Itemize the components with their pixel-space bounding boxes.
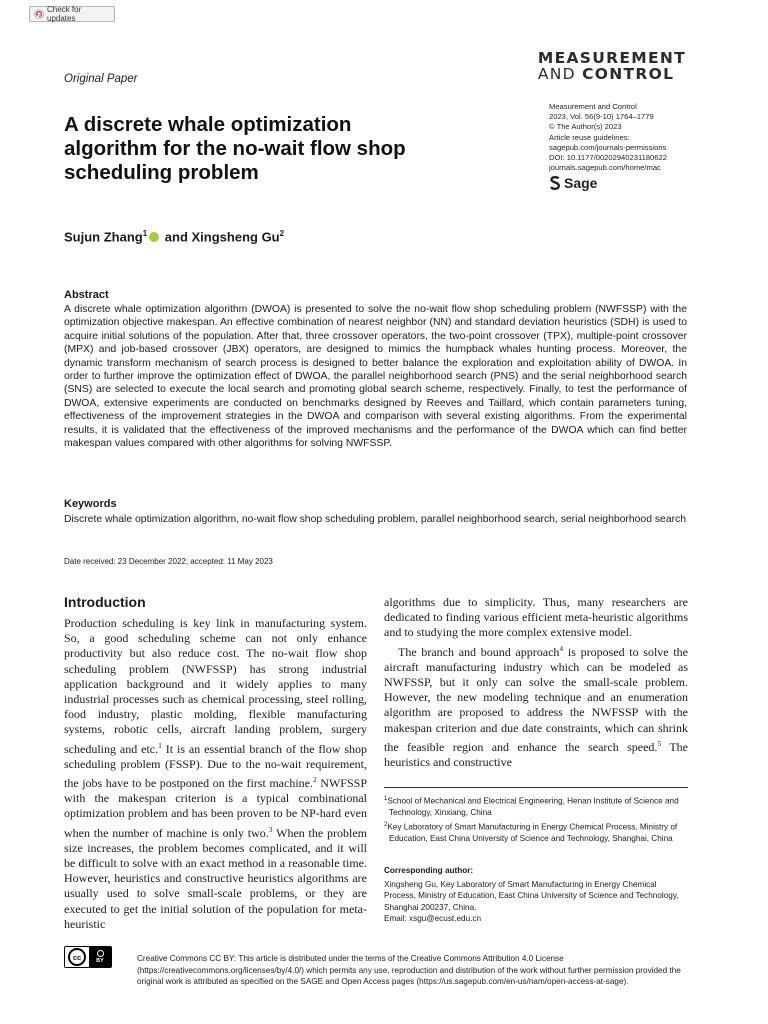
- body-text: The branch and bound approach: [398, 644, 560, 659]
- by-label: BY: [96, 958, 104, 964]
- affiliation-item: [384, 794, 690, 818]
- corresponding-author-email[interactable]: Email: xsgu@ecust.edu.cn: [384, 914, 482, 924]
- body-text: NWFSSP with the makespan criterion is a typical combinational optimization problem and has been proven to be NP-hard even when the number of machine is only two.: [64, 776, 367, 840]
- citation-ref[interactable]: 1: [158, 740, 162, 750]
- orcid-icon[interactable]: [149, 232, 159, 242]
- affiliation-text: School of Mechanical and Electrical Engineering, Henan Institute of Science and Technology, Xinxiang, China: [387, 796, 679, 817]
- affiliations: [384, 794, 690, 846]
- author-name: Xingsheng Gu: [191, 229, 280, 245]
- body-text: The heuristics and constructive: [384, 739, 688, 770]
- citation-ref[interactable]: 4: [559, 643, 564, 653]
- body-text: is proposed to solve the aircraft manufacturing industry which can be modeled as NWFSSP, but it only can solve the small-scale problem. However, the new modeling technique and an enumeration algorithm are proposed to address the NWFSSP with the makespan criterion and due date constraints, which can shrink the feasible region and enhance the search speed.: [384, 644, 688, 754]
- journal-logo: [538, 50, 686, 82]
- author-affil-ref: 2: [279, 229, 285, 238]
- body-text: It is an essential branch of the flow shop scheduling problem (FSSP). Due to the no-wait requirement, the jobs have to be postponed on the first machine.: [64, 741, 367, 791]
- affiliation-number: 2: [384, 822, 388, 829]
- journal-logo-line2: [538, 66, 686, 82]
- abstract-text: A discrete whale optimization algorithm (DWOA) is presented to solve the no-wait flow shop scheduling problem (NWFSSP) with the optimization objective makespan. An effective combination of nearest neighbor (NN) and standard deviation heuristics (SDH) is used to acquire initial solutions of the population. After that, three crossover operators, the two-point crossover (TPX), multiple-point crossover (MPX) and job-based crossover (JBX) operators, are designed to mimics the humpback whales hunting process. Moreover, the dynamic transform mechanism of search process is designed to better balance the exploration and exploitation ability of DWOA. In order to further improve the optimization effect of DWOA, the parallel neighborhood search (PNS) and the serial neighborhood search (SNS) are selected to execute the local search and promoting global search scheme, respectively. Finally, to test the performance of DWOA, extensive experiments are conducted on benchmarks designed by Reeves and Taillard, which contain parameters tuning, effectiveness of the improvement strategies in the DWOA and comparison with several existing algorithms. From the experimental results, it is validated that the effectiveness of the improved mechanisms and the performance of the DWOA which can find better makespan values compared with other algorithms for solving NWFSSP.: [64, 304, 687, 450]
- keywords-heading: Keywords: [64, 498, 117, 510]
- author-name: Sujun Zhang: [64, 229, 143, 245]
- body-text: Production scheduling is key link in manufacturing system. So, a good scheduling scheme can not only enhance productivity but also reduce cost. The no-wait flow shop scheduling problem (NWFSSP) has strong industrial application background and it widely applies to many industrial processes such as chemical processing, steel rolling, food industry, plastic molding, flexible manufacturing systems, robotic cells, aircraft landing problem, surgery scheduling and etc.: [64, 616, 367, 756]
- body-paragraph: algorithms due to simplicity. Thus, many researchers are dedicated to finding various efficient meta-heuristic algorithms and to studying the more complex extensive model.: [384, 595, 688, 640]
- article-title: A discrete whale optimization algorithm for the no-wait flow shop scheduling problem: [64, 113, 406, 184]
- corresponding-author-heading: Corresponding author:: [384, 866, 474, 875]
- keywords-text: Discrete whale optimization algorithm, no-wait flow shop scheduling problem, parallel neighborhood search, serial neighborhood search: [64, 514, 687, 525]
- citation-ref[interactable]: 2: [313, 775, 317, 785]
- sage-label: Sage: [564, 175, 598, 192]
- corresponding-author-text: Xingsheng Gu, Key Laboratory of Smart Manufacturing in Energy Chemical Process, Ministry of Education, East China University of Science and Technology, Shanghai 200237, China.: [384, 880, 679, 912]
- check-for-updates-button[interactable]: [29, 6, 115, 22]
- meta-doi[interactable]: DOI: 10.1177/00202940231180622: [549, 153, 667, 163]
- sage-icon: [549, 175, 561, 191]
- journal-metadata: [549, 102, 719, 191]
- license-notice: [64, 953, 690, 988]
- article-dates: Date received: 23 December 2022; accepted: 11 May 2023: [64, 557, 273, 566]
- update-icon: [34, 9, 44, 19]
- meta-permissions-link[interactable]: sagepub.com/journals-permissions: [549, 142, 667, 152]
- meta-journal-url[interactable]: journals.sagepub.com/home/mac: [549, 163, 661, 173]
- affiliation-number: 1: [384, 796, 388, 802]
- abstract-heading: Abstract: [64, 289, 109, 301]
- body-paragraph: [64, 616, 367, 932]
- journal-logo-control: CONTROL: [582, 65, 675, 83]
- body-text: When the problem size increases, the problem becomes complicated, and it will be difficult to solve with an exact method in a reasonable time. However, heuristics and constructive heuristics algorithms are usually used to solve small-scale problems, or they are executed to get the initial solution of the population for meta-heuristic: [64, 825, 367, 931]
- footnote-divider: [384, 787, 688, 788]
- journal-logo-and: AND: [537, 65, 583, 83]
- citation-ref[interactable]: 3: [268, 824, 273, 834]
- meta-volume: 2023, Vol. 56(9-10) 1764–1779: [549, 112, 654, 122]
- affiliation-item: [384, 820, 690, 844]
- body-column-left: [64, 616, 367, 932]
- license-text: Creative Commons CC BY: This article is distributed under the terms of the Creative Commons Attribution 4.0 License (https://creativecommons.org/licenses/by/4.0/) which permits any use, reproduction and distribution of the work without further permission provided the original work is attributed as specified on the SAGE and Open Access pages (https://us.sagepub.com/en-us/nam/open-access-at-sage).: [137, 954, 681, 987]
- meta-journal-name: Measurement and Control: [549, 102, 637, 111]
- section-heading-introduction: Introduction: [64, 594, 146, 610]
- body-paragraph: [384, 641, 688, 771]
- body-column-right: [384, 595, 688, 770]
- affiliation-text: Key Laboratory of Smart Manufacturing in Energy Chemical Process, Ministry of Education, East China University of Science and Technology, Shanghai, China: [387, 822, 678, 844]
- meta-copyright: © The Author(s) 2023: [549, 122, 622, 132]
- cc-label: cc: [68, 948, 86, 966]
- author-connector: and: [161, 229, 192, 245]
- journal-logo-line1: MEASUREMENT: [537, 49, 686, 67]
- citation-ref[interactable]: 5: [657, 738, 662, 748]
- author-list: [64, 229, 284, 244]
- corresponding-author: [384, 879, 690, 925]
- check-updates-label: Check for updates: [47, 5, 82, 23]
- article-type: Original Paper: [64, 73, 138, 85]
- author-affil-ref: 1: [142, 229, 148, 238]
- meta-reuse-label: Article reuse guidelines:: [549, 132, 630, 142]
- sage-logo: [549, 175, 719, 191]
